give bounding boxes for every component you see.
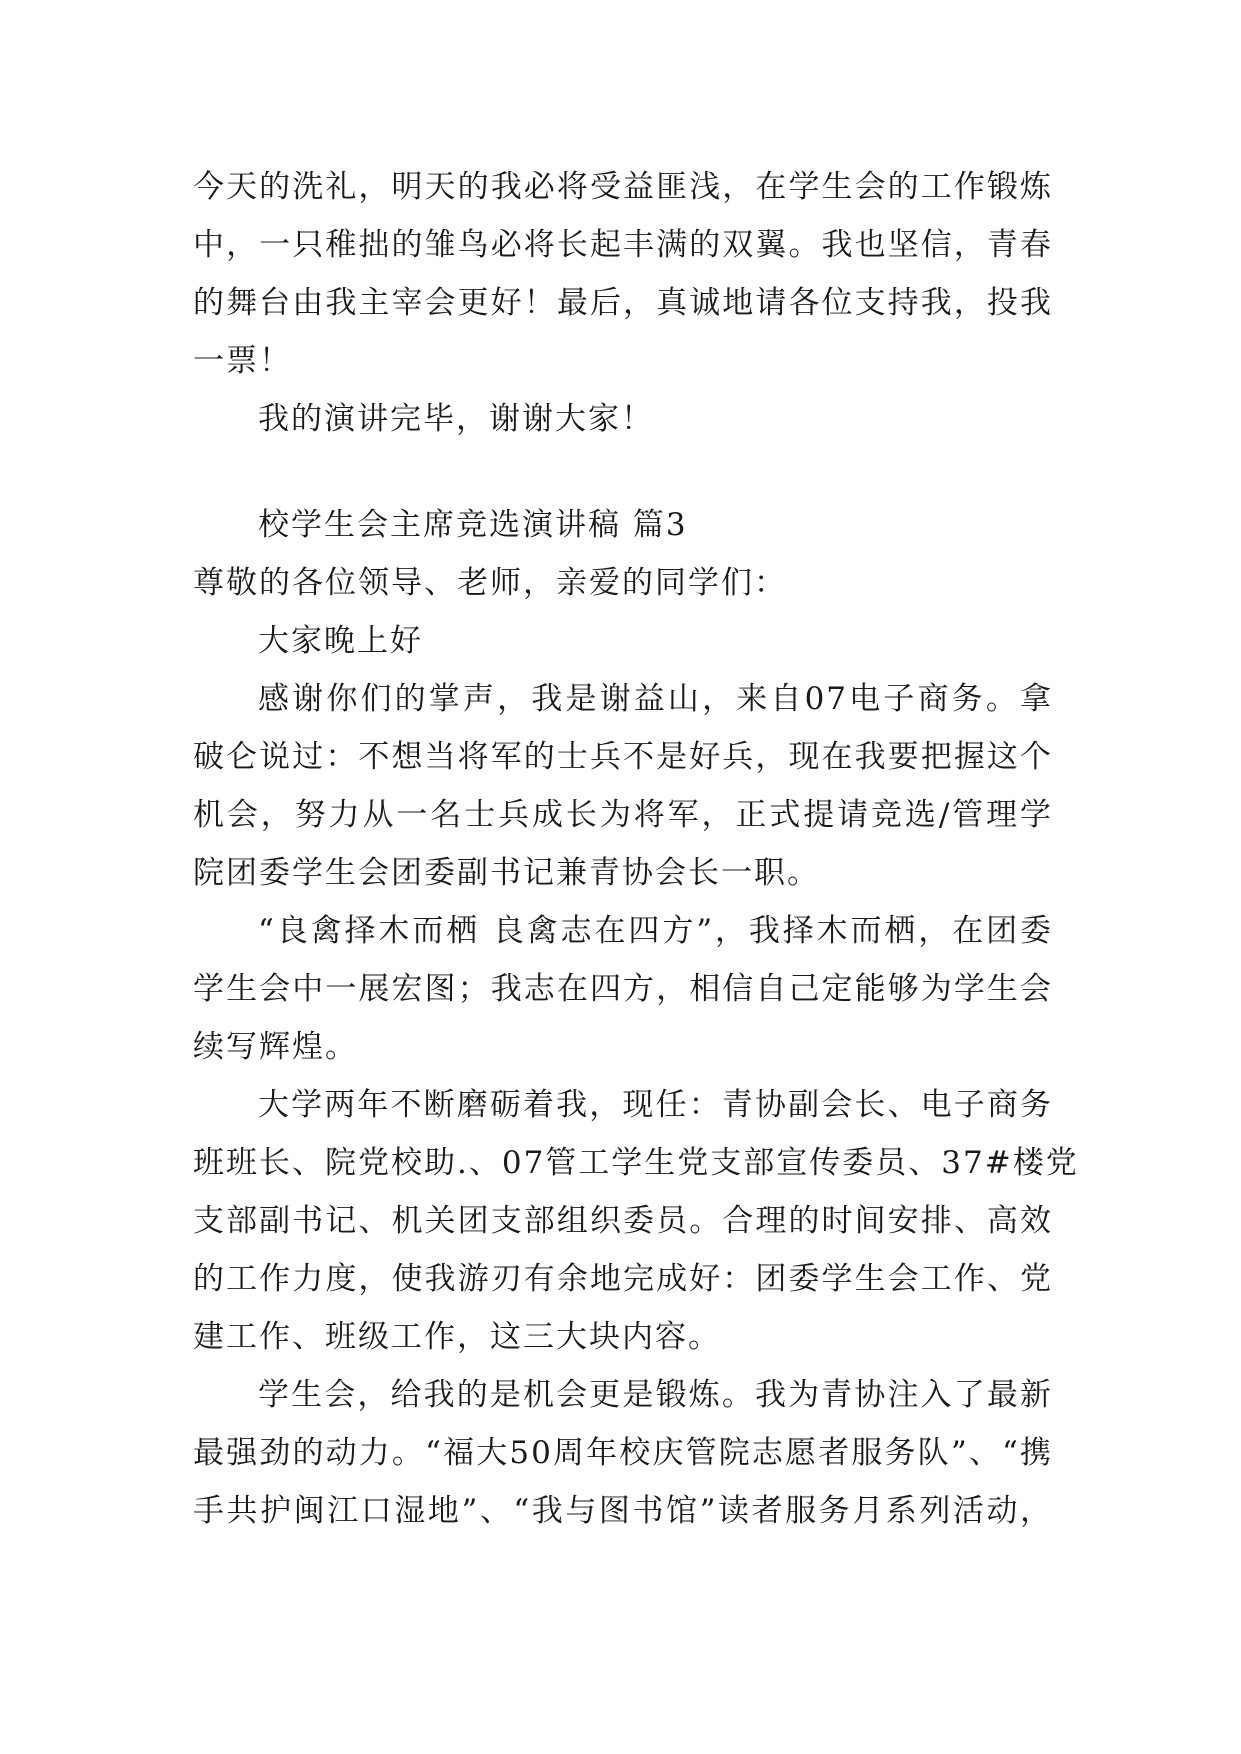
- greeting: [193, 612, 1053, 670]
- paragraph-introduction: [193, 670, 1053, 902]
- text-line: 我的演讲完毕，谢谢大家！: [258, 401, 654, 437]
- text-line: 感谢你们的掌声，我是谢益山，来自07电子商务。拿: [258, 681, 1053, 717]
- text-line: 大家晚上好: [258, 623, 423, 659]
- paragraph-motto: [193, 902, 1053, 1076]
- salutation: [193, 554, 1053, 612]
- text-line: 最强劲的动力。“福大50周年校庆管院志愿者服务队”、“携: [193, 1435, 1053, 1471]
- text-line: 中，一只稚拙的雏鸟必将长起丰满的双翼。我也坚信，青春: [193, 227, 1053, 263]
- document-body: [193, 158, 1079, 1540]
- text-line: 学生会，给我的是机会更是锻炼。我为青协注入了最新: [258, 1377, 1053, 1413]
- text-line: 建工作、班级工作，这三大块内容。: [193, 1319, 721, 1355]
- paragraph-activities: [193, 1366, 1053, 1540]
- text-line: 的工作力度，使我游刃有余地完成好：团委学生会工作、党: [193, 1261, 1053, 1297]
- text-line: “良禽择木而栖 良禽志在四方”，我择木而栖，在团委: [258, 913, 1053, 949]
- text-line: 学生会中一展宏图；我志在四方，相信自己定能够为学生会: [193, 971, 1053, 1007]
- text-line: 一票！: [193, 343, 292, 379]
- text-line: 大学两年不断磨砺着我，现任：青协副会长、电子商务: [258, 1087, 1053, 1123]
- text-line: 续写辉煌。: [193, 1029, 358, 1065]
- text-line: 破仑说过：不想当将军的士兵不是好兵，现在我要把握这个: [193, 739, 1053, 775]
- section-heading: [193, 496, 1053, 554]
- text-line: 手共护闽江口湿地”、“我与图书馆”读者服务月系列活动，: [193, 1493, 1053, 1529]
- text-line: 机会，努力从一名士兵成长为将军，正式提请竞选/管理学: [193, 797, 1053, 833]
- text-line: 的舞台由我主宰会更好！最后，真诚地请各位支持我，投我: [193, 285, 1053, 321]
- text-line: 今天的洗礼，明天的我必将受益匪浅，在学生会的工作锻炼: [193, 169, 1053, 205]
- paragraph-thanks: [193, 390, 1053, 448]
- text-line: 尊敬的各位领导、老师，亲爱的同学们：: [193, 565, 787, 601]
- paragraph-closing-remarks: [193, 158, 1053, 390]
- text-line: 院团委学生会团委副书记兼青协会长一职。: [193, 855, 820, 891]
- section-spacer: [193, 448, 1053, 496]
- section-title: 校学生会主席竞选演讲稿 篇3: [258, 507, 688, 543]
- text-line: 支部副书记、机关团支部组织委员。合理的时间安排、高效: [193, 1203, 1053, 1239]
- paragraph-experience: [193, 1076, 1079, 1366]
- text-line: 班班长、院党校助.、07管工学生党支部宣传委员、37#楼党: [193, 1145, 1079, 1181]
